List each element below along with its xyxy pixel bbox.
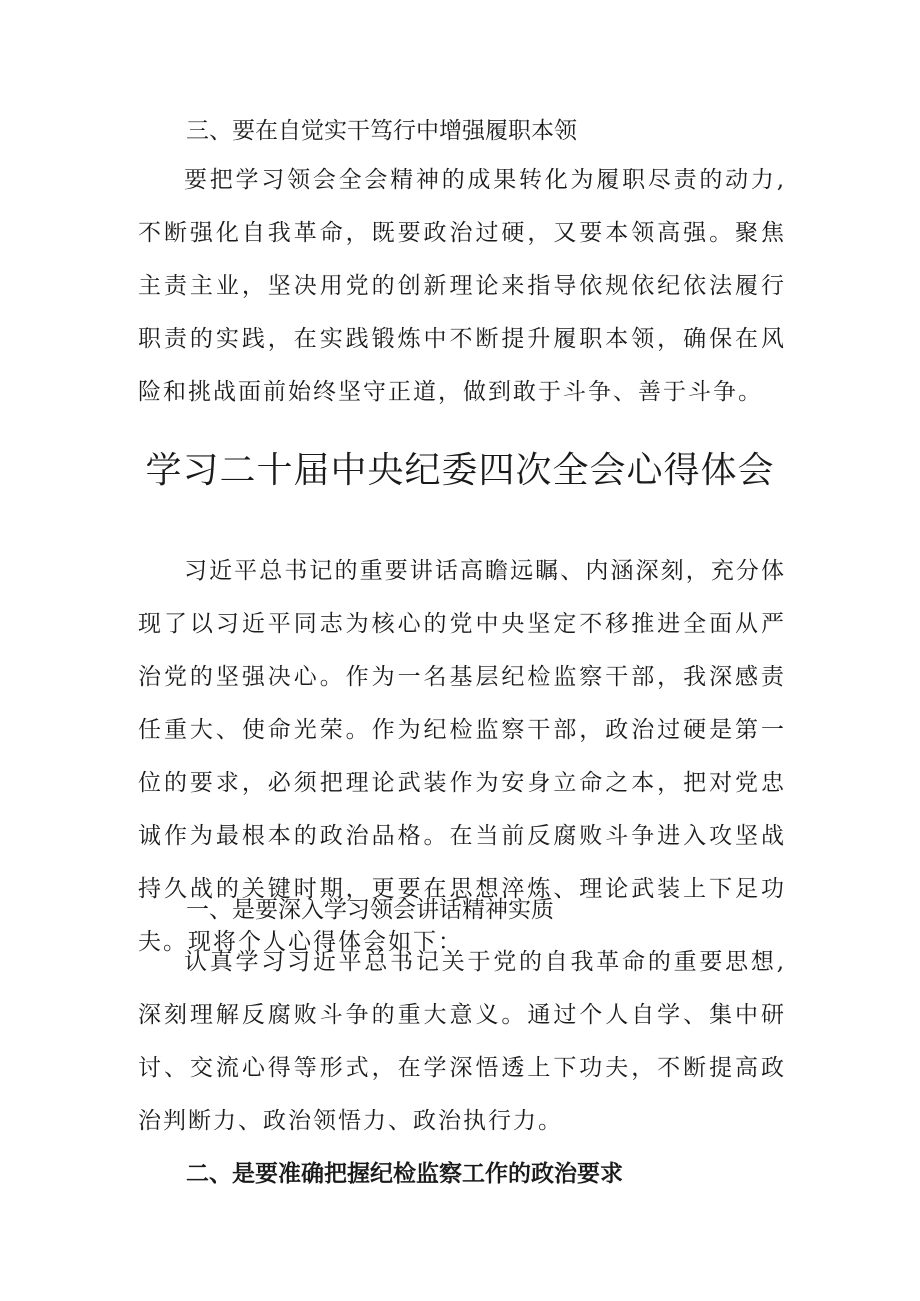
- article-title: 学习二十届中央纪委四次全会心得体会: [145, 450, 775, 491]
- point-1-heading: 一、是要深入学习领会讲话精神实质: [186, 897, 554, 923]
- point-1-body: 认真学习习近平总书记关于党的自我革命的重要思想,深刻理解反腐败斗争的重大意义。通过个人自学、集中研讨、交流心得等形式，在学深悟透上下功夫，不断提高政治判断力、政治领悟力、政治执行力。: [138, 949, 786, 1134]
- section-3-body: 要把学习领会全会精神的成果转化为履职尽责的动力,不断强化自我革命，既要政治过硬，又要本领高强。聚焦主责主业，坚决用党的创新理论来指导依规依纪依法履行职责的实践，在实践锻炼中不断提升履职本领，确保在风险和挑战面前始终坚守正道，做到敢于斗争、善于斗争。: [138, 167, 786, 405]
- section-3-heading: 三、要在自觉实干笃行中增强履职本领: [186, 118, 577, 144]
- point-2-heading: 二、是要准确把握纪检监察工作的政治要求: [186, 1161, 623, 1187]
- article-intro: 习近平总书记的重要讲话高瞻远瞩、内涵深刻，充分体现了以习近平同志为核心的党中央坚定不移推进全面从严治党的坚强决心。作为一名基层纪检监察干部，我深感责任重大、使命光荣。作为纪检监察干部，政治过硬是第一位的要求，必须把理论武装作为安身立命之本，把对党忠诚作为最根本的政治品格。在当前反腐败斗争进入攻坚战持久战的关键时期，更要在思想淬炼、理论武装上下足功夫。现将个人心得体会如下：: [138, 558, 786, 955]
